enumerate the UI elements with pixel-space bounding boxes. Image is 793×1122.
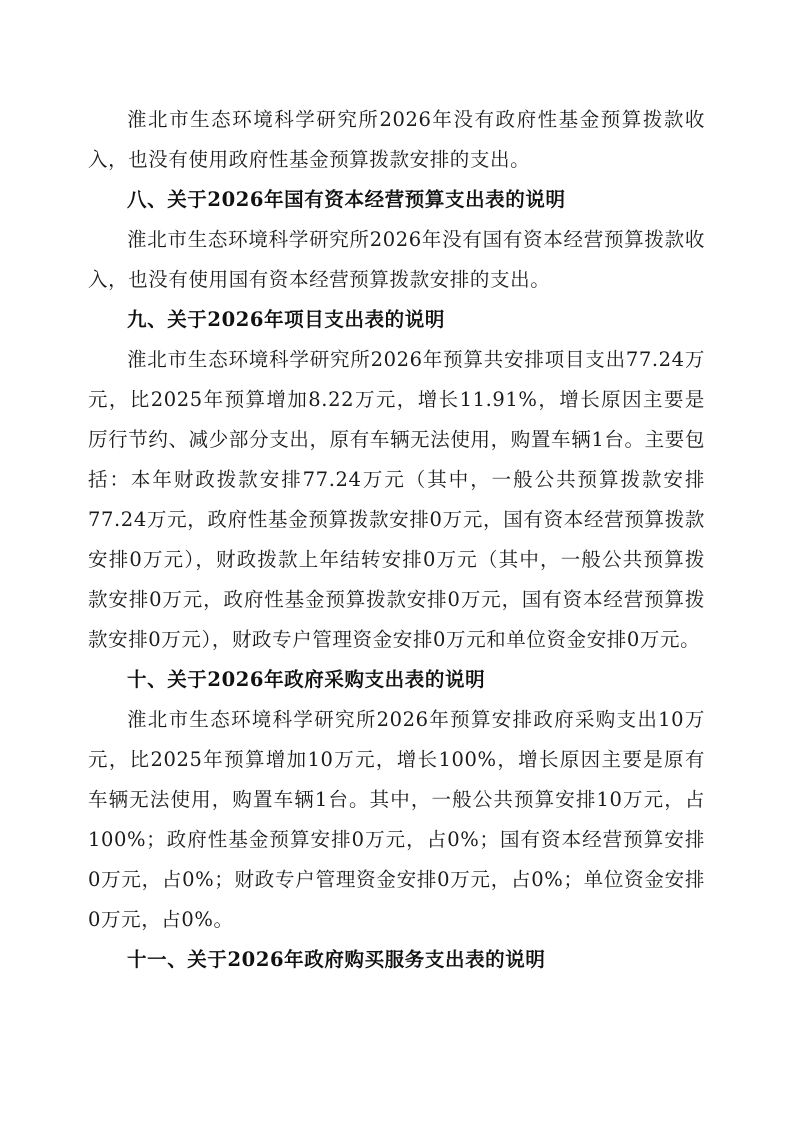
paragraph-government-procurement: 淮北市生态环境科学研究所2026年预算安排政府采购支出10万元，比2025年预算增加10万元，增长100%，增长原因主要是原有车辆无法使用，购置车辆1台。其中，一般公共预算安排10万元，占100%；政府性基金预算安排0万元，占0%；国有资本经营预算安排0万元，占0%；财政专户管理资金安排0万元，占0%；单位资金安排0万元，占0%。 [88, 708, 705, 931]
document-body [88, 100, 705, 980]
heading-section-eight: 八、关于2026年国有资本经营预算支出表的说明 [127, 188, 566, 211]
paragraph-project-expenditure: 淮北市生态环境科学研究所2026年预算共安排项目支出77.24万元，比2025年预算增加8.22万元，增长11.91%，增长原因主要是厉行节约、减少部分支出，原有车辆无法使用，购置车辆1台。主要包括：本年财政拨款安排77.24万元（其中，一般公共预算拨款安排77.24万元，政府性基金预算拨款安排0万元，国有资本经营预算拨款安排0万元），财政拨款上年结转安排0万元（其中，一般公共预算拨款安排0万元，政府性基金预算拨款安排0万元，国有资本经营预算拨款安排0万元），财政专户管理资金安排0万元和单位资金安排0万元。 [88, 348, 705, 651]
heading-section-nine: 九、关于2026年项目支出表的说明 [127, 308, 445, 331]
heading-section-ten: 十、关于2026年政府采购支出表的说明 [127, 668, 486, 691]
heading-section-eleven: 十一、关于2026年政府购买服务支出表的说明 [127, 948, 546, 971]
paragraph-state-capital-budget: 淮北市生态环境科学研究所2026年没有国有资本经营预算拨款收入，也没有使用国有资本经营预算拨款安排的支出。 [88, 228, 705, 291]
paragraph-government-fund-budget: 淮北市生态环境科学研究所2026年没有政府性基金预算拨款收入，也没有使用政府性基金预算拨款安排的支出。 [88, 108, 705, 171]
